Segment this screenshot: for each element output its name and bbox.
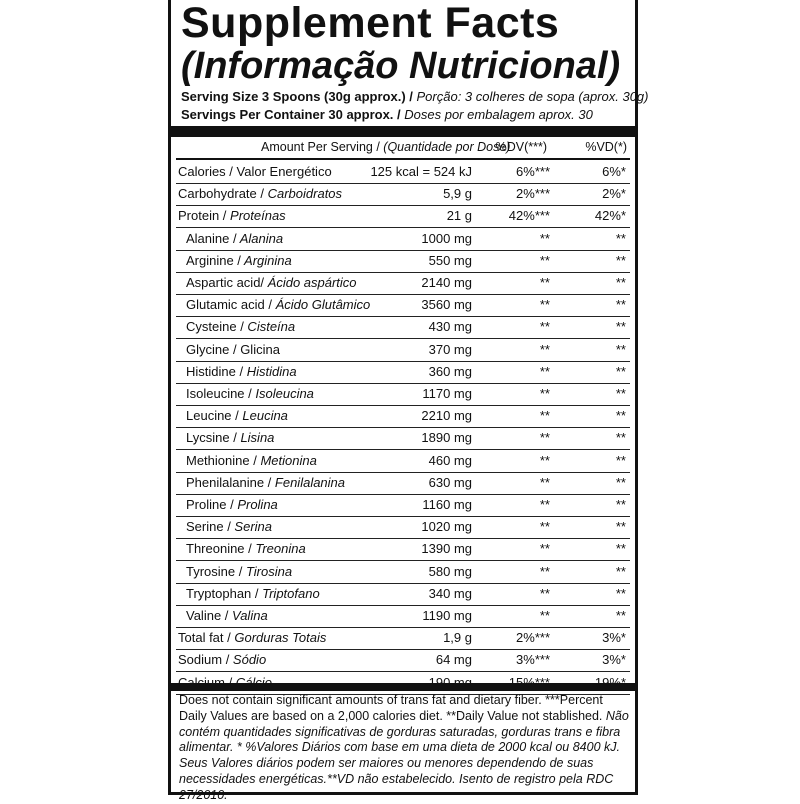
nutrient-amount: 21 g	[446, 208, 472, 224]
nutrient-name	[186, 408, 288, 423]
nutrient-name	[186, 608, 268, 623]
nutrient-dv-percent: **	[539, 474, 550, 490]
nutrient-amount: 1170 mg	[422, 386, 472, 401]
nutrient-vd-percent: 6%*	[602, 164, 626, 179]
nutrient-name-english: Leucine /	[186, 408, 239, 424]
nutrient-amount: 1890 mg	[421, 430, 472, 446]
nutrient-name	[186, 541, 306, 556]
nutrient-dv-percent: 3%***	[516, 652, 550, 668]
nutrient-vd-percent: **	[615, 363, 626, 379]
amount-per-serving-translation: (Quantidade por Dose)	[383, 140, 511, 154]
nutrient-vd-percent: **	[615, 341, 626, 357]
nutrient-name-portuguese: Cisteína	[243, 319, 296, 335]
table-row	[176, 427, 630, 450]
nutrient-name-english: Carbohydrate /	[178, 186, 264, 202]
table-row	[176, 538, 630, 561]
nutrient-name-portuguese: Isoleucina	[251, 386, 314, 401]
nutrient-name-portuguese: Histidina	[243, 363, 297, 379]
nutrient-dv-percent: 2%***	[516, 630, 550, 646]
nutrient-name	[178, 652, 266, 667]
nutrient-name-portuguese: Serina	[230, 519, 273, 535]
nutrient-name-english: Sodium /	[178, 652, 230, 668]
table-row	[176, 161, 630, 184]
nutrient-name	[186, 297, 370, 312]
nutrient-dv-percent: **	[539, 275, 550, 290]
table-row	[176, 183, 630, 206]
nutrient-amount: 3560 mg	[421, 297, 472, 313]
table-row	[176, 516, 630, 539]
panel-subtitle: (Informação Nutricional)	[181, 45, 621, 87]
footnote	[179, 693, 629, 804]
nutrient-name-portuguese: Alanina	[236, 230, 284, 246]
nutrient-name	[186, 386, 314, 401]
thick-divider-bottom	[171, 683, 635, 691]
nutrient-name	[186, 519, 272, 534]
nutrient-amount: 2210 mg	[421, 408, 472, 424]
header-divider	[176, 158, 630, 160]
nutrient-name-portuguese: Sódio	[229, 652, 267, 668]
nutrient-name	[186, 564, 292, 579]
table-row	[176, 627, 630, 650]
nutrient-dv-percent: **	[539, 519, 550, 535]
nutrient-amount: 460 mg	[428, 452, 472, 468]
nutrient-name-english: Arginine /	[186, 252, 241, 268]
nutrient-dv-percent: 2%***	[516, 186, 550, 202]
nutrient-name	[178, 186, 342, 201]
nutrient-name	[186, 497, 278, 512]
nutrient-amount: 1020 mg	[421, 519, 472, 535]
nutrient-name	[186, 342, 280, 357]
nutrient-name-portuguese: Ácido Glutâmico	[271, 297, 371, 313]
nutrient-amount: 5,9 g	[443, 186, 472, 202]
nutrient-name-portuguese: Triptofano	[258, 585, 320, 601]
supplement-facts-panel	[168, 0, 649, 802]
nutrient-name-english: Alanine /	[186, 230, 237, 246]
nutrient-vd-percent: **	[615, 230, 626, 246]
nutrient-name-english: Glutamic acid /	[186, 297, 272, 313]
nutrient-name-portuguese: Ácido aspártico	[264, 275, 357, 290]
nutrient-name	[186, 475, 345, 490]
nutrient-amount: 360 mg	[428, 363, 472, 379]
table-row	[176, 316, 630, 339]
nutrient-name-english: Total fat /	[178, 630, 231, 646]
nutrient-name-english: Isoleucine /	[186, 386, 252, 401]
table-row	[176, 405, 630, 428]
serving-size-label: Serving Size 3 Spoons (30g approx.) /	[181, 89, 413, 104]
nutrient-amount: 1,9 g	[443, 630, 472, 646]
nutrient-vd-percent: 3%*	[602, 630, 626, 646]
nutrient-name	[186, 364, 297, 379]
nutrient-name-english: Proline /	[186, 497, 234, 512]
footnote-english: Does not contain significant amounts of trans fat and dietary fiber. ***Percent Daily Values are based on a 2,000 calories diet. **Daily Value not stablished.	[179, 693, 603, 723]
table-row	[176, 339, 630, 362]
thick-divider-top	[171, 126, 635, 137]
table-row	[176, 649, 630, 672]
table-row	[176, 272, 630, 295]
nutrient-vd-percent: **	[615, 585, 626, 601]
nutrient-dv-percent: 42%***	[508, 208, 550, 224]
nutrient-name-portuguese: Valor Energético	[232, 164, 332, 179]
nutrient-amount: 125 kcal = 524 kJ	[370, 164, 472, 179]
nutrient-vd-percent: 3%*	[602, 652, 626, 668]
nutrient-vd-percent: 2%*	[602, 186, 626, 202]
nutrient-name	[186, 586, 320, 601]
nutrient-vd-percent: **	[615, 608, 626, 623]
nutrient-dv-percent: **	[539, 297, 550, 313]
table-row	[176, 250, 630, 273]
table-row	[176, 205, 630, 228]
nutrient-vd-percent: **	[615, 252, 626, 268]
nutrient-name	[186, 319, 295, 334]
serving-size	[181, 89, 648, 104]
nutrient-name-portuguese: Proteínas	[226, 208, 286, 224]
dv-column-header-2: %VD(*)	[585, 140, 627, 154]
nutrient-amount: 340 mg	[428, 585, 472, 601]
nutrient-dv-percent: **	[539, 319, 550, 335]
nutrient-name	[178, 630, 326, 645]
servings-per-container-translation: Doses por embalagem aprox. 30	[404, 107, 593, 122]
table-row	[176, 383, 630, 406]
nutrient-name-english: Phenilalanine /	[186, 474, 272, 490]
nutrient-dv-percent: **	[539, 608, 550, 623]
nutrient-amount: 1390 mg	[421, 541, 472, 557]
nutrient-name-english: Lycsine /	[186, 430, 237, 446]
table-row	[176, 450, 630, 473]
nutrient-name-english: Cysteine /	[186, 319, 244, 335]
amount-per-serving-header	[261, 140, 510, 154]
nutrient-vd-percent: **	[615, 519, 626, 535]
amount-per-serving-label: Amount Per Serving /	[261, 140, 380, 154]
table-row	[176, 605, 630, 628]
nutrient-name-portuguese: Carboidratos	[264, 186, 343, 202]
nutrient-vd-percent: **	[615, 563, 626, 579]
nutrient-name	[186, 231, 283, 246]
nutrient-name-english: Threonine /	[186, 541, 252, 557]
nutrient-name-english: Aspartic acid/	[186, 275, 265, 290]
nutrient-name-portuguese: Fenilalanina	[271, 474, 346, 490]
nutrient-vd-percent: **	[615, 275, 626, 290]
nutrient-dv-percent: **	[539, 363, 550, 379]
nutrient-name-portuguese: Leucina	[238, 408, 288, 424]
table-row	[176, 228, 630, 251]
nutrient-vd-percent: **	[615, 408, 626, 424]
nutrient-dv-percent: **	[539, 408, 550, 424]
nutrient-name	[186, 253, 292, 268]
serving-size-translation: Porção: 3 colheres de sopa (aprox. 30g)	[416, 89, 649, 104]
nutrient-dv-percent: **	[539, 497, 550, 512]
nutrient-name	[178, 208, 286, 223]
table-row	[176, 583, 630, 606]
nutrient-name-english: Histidine /	[186, 363, 244, 379]
servings-per-container-label: Servings Per Container 30 approx. /	[181, 107, 401, 122]
nutrient-vd-percent: **	[615, 430, 626, 446]
nutrient-amount: 550 mg	[428, 252, 472, 268]
nutrient-name-portuguese: Treonina	[251, 541, 306, 557]
nutrient-amount: 1000 mg	[421, 230, 472, 246]
table-row	[176, 494, 630, 517]
nutrient-amount: 1160 mg	[422, 497, 472, 512]
nutrient-vd-percent: **	[615, 297, 626, 313]
footnote-portuguese: Não contém quantidades significativas de gorduras saturadas, gorduras trans e fibra alimentar. * %Valores Diários com base em uma dieta de 2000 kcal ou 8400 kJ. Seus Valores diários podem ser maiores ou menores dependendo de suas necessidades energéticas.**VD não estabelecido. Isento de registro pela RDC 27/2010.	[179, 708, 629, 802]
table-row	[176, 294, 630, 317]
nutrient-amount: 430 mg	[428, 319, 472, 335]
servings-per-container	[181, 107, 593, 122]
nutrient-vd-percent: **	[615, 497, 626, 512]
nutrient-dv-percent: **	[539, 341, 550, 357]
nutrient-dv-percent: **	[539, 452, 550, 468]
nutrient-amount: 64 mg	[435, 652, 472, 668]
panel-title: Supplement Facts	[181, 0, 560, 47]
nutrient-dv-percent: 6%***	[516, 164, 550, 179]
nutrient-name-portuguese: Lisina	[236, 430, 275, 446]
nutrient-name-portuguese: Valina	[228, 608, 268, 623]
table-row	[176, 472, 630, 495]
dv-column-header-1: %DV(***)	[495, 140, 547, 154]
nutrient-vd-percent: **	[615, 319, 626, 335]
nutrient-name-portuguese: Tirosina	[242, 563, 293, 579]
nutrient-name-portuguese: Prolina	[233, 497, 278, 512]
nutrient-vd-percent: **	[615, 541, 626, 557]
nutrient-amount: 1190 mg	[422, 608, 472, 623]
nutrient-name-english: Glycine /	[186, 341, 237, 357]
nutrient-amount: 630 mg	[428, 474, 472, 490]
nutrient-dv-percent: **	[539, 430, 550, 446]
nutrient-name	[186, 453, 317, 468]
nutrient-name	[178, 164, 332, 179]
nutrient-name-english: Serine /	[186, 519, 231, 535]
nutrient-name-english: Valine /	[186, 608, 229, 623]
nutrient-name-english: Methionine /	[186, 452, 257, 468]
nutrient-amount: 2140 mg	[421, 275, 472, 290]
nutrient-vd-percent: 42%*	[594, 208, 626, 224]
nutrient-dv-percent: **	[539, 585, 550, 601]
nutrient-vd-percent: **	[615, 386, 626, 401]
nutrient-name	[186, 430, 274, 445]
nutrient-name-portuguese: Metionina	[256, 452, 317, 468]
nutrient-name-portuguese: Arginina	[240, 252, 292, 268]
nutrient-amount: 580 mg	[428, 563, 472, 579]
nutrient-name-english: Tryptophan /	[186, 585, 259, 601]
table-row	[176, 561, 630, 584]
nutrient-name-portuguese: Gorduras Totais	[230, 630, 327, 646]
nutrient-amount: 370 mg	[428, 341, 472, 357]
nutrient-dv-percent: **	[539, 230, 550, 246]
nutrient-vd-percent: **	[615, 452, 626, 468]
nutrient-name-english: Protein /	[178, 208, 227, 224]
nutrient-dv-percent: **	[539, 252, 550, 268]
nutrient-name-english: Calories /	[178, 164, 233, 179]
nutrient-dv-percent: **	[539, 541, 550, 557]
nutrient-vd-percent: **	[615, 474, 626, 490]
nutrient-dv-percent: **	[539, 563, 550, 579]
nutrient-name	[186, 275, 357, 290]
table-row	[176, 361, 630, 384]
nutrient-name-portuguese: Glicina	[236, 341, 280, 357]
nutrient-name-english: Tyrosine /	[186, 563, 243, 579]
nutrient-dv-percent: **	[539, 386, 550, 401]
